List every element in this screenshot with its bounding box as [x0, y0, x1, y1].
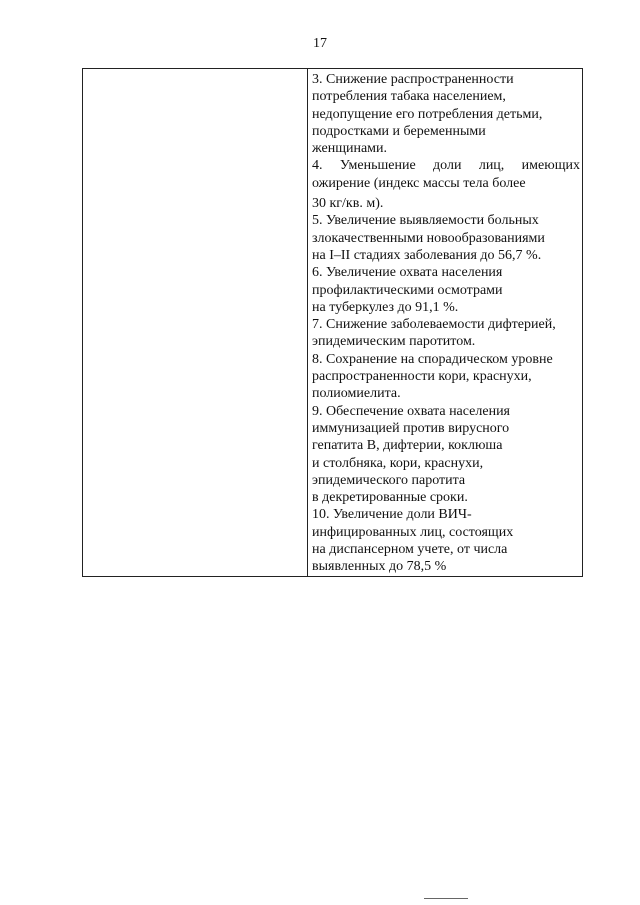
text-line: 10. Увеличение доли ВИЧ-	[312, 507, 472, 523]
page-number: 17	[313, 36, 327, 51]
word: 4.	[312, 158, 323, 174]
text-line: эпидемического паротита	[312, 472, 466, 488]
text-line: ожирение (индекс массы тела более	[312, 175, 526, 191]
indicators-table	[82, 68, 583, 577]
text-line: инфицированных лиц, состоящих	[312, 524, 514, 540]
text-line: эпидемическим паротитом.	[312, 334, 476, 350]
text-line: гепатита В, дифтерии, коклюша	[312, 438, 503, 454]
text-line: выявленных до 78,5 %	[312, 559, 447, 575]
text-line: потребления табака населением,	[312, 89, 506, 105]
text-line: в декретированные сроки.	[312, 490, 468, 506]
text-line: на диспансерном учете, от числа	[312, 542, 508, 558]
text-line: 30 кг/кв. м).	[312, 196, 384, 212]
text-line: 8. Сохранение на спорадическом уровне	[312, 351, 553, 367]
text-line: на туберкулез до 91,1 %.	[312, 299, 459, 315]
table-cell-right	[308, 69, 583, 577]
footer-scan-mark	[424, 898, 468, 902]
text-line: подростками и беременными	[312, 123, 486, 139]
table-cell-left	[83, 69, 308, 577]
text-line-justified	[312, 157, 580, 174]
text-line: и столбняка, кори, краснухи,	[312, 455, 484, 471]
text-line: на I–II стадиях заболевания до 56,7 %.	[312, 247, 542, 263]
text-line: профилактическими осмотрами	[312, 282, 503, 298]
text-line: женщинами.	[312, 141, 388, 157]
text-line: 9. Обеспечение охвата населения	[312, 403, 510, 419]
text-line: 3. Снижение распространенности	[312, 72, 514, 87]
word: имеющих	[521, 158, 580, 174]
text-line: 7. Снижение заболеваемости дифтерией,	[312, 317, 556, 333]
text-line: 5. Увеличение выявляемости больных	[312, 213, 539, 229]
word: доли	[433, 158, 462, 174]
text-line: полиомиелита.	[312, 386, 401, 402]
text-line: 6. Увеличение охвата населения	[312, 265, 503, 281]
text-line: недопущение его потребления детьми,	[312, 106, 543, 122]
table-row	[83, 69, 583, 577]
word: Уменьшение	[339, 158, 416, 174]
word: лиц,	[478, 158, 505, 174]
text-line: иммунизацией против вирусного	[312, 420, 510, 436]
text-line: распространенности кори, краснухи,	[312, 369, 532, 385]
text-line: злокачественными новообразованиями	[312, 230, 545, 246]
